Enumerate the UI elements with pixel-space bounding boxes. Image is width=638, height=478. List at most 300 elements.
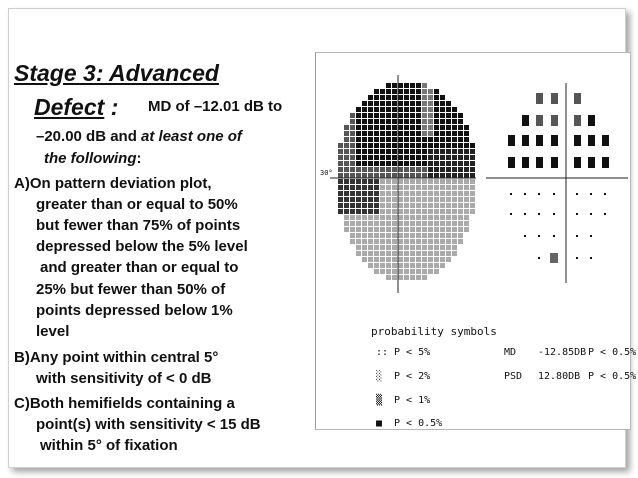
grayscale-cell xyxy=(452,239,457,244)
grayscale-cell xyxy=(404,101,409,106)
grayscale-cell xyxy=(356,107,361,112)
grayscale-cell xyxy=(404,275,409,280)
grayscale-cell xyxy=(470,179,475,184)
grayscale-cell xyxy=(422,275,427,280)
grayscale-cell xyxy=(416,173,421,178)
grayscale-cell xyxy=(446,251,451,256)
grayscale-cell xyxy=(338,203,343,208)
grayscale-cell xyxy=(380,173,385,178)
grayscale-cell xyxy=(422,203,427,208)
grayscale-cell xyxy=(464,215,469,220)
grayscale-cell xyxy=(410,209,415,214)
pd-symbol xyxy=(588,135,595,146)
pd-symbol xyxy=(536,115,543,126)
grayscale-cell xyxy=(416,221,421,226)
grayscale-cell xyxy=(386,275,391,280)
grayscale-cell xyxy=(380,125,385,130)
grayscale-cell xyxy=(470,191,475,196)
grayscale-cell xyxy=(434,209,439,214)
grayscale-cell xyxy=(410,251,415,256)
axis-label-30: 30° xyxy=(320,169,333,177)
grayscale-cell xyxy=(374,197,379,202)
grayscale-cell xyxy=(410,227,415,232)
grayscale-cell xyxy=(338,167,343,172)
grayscale-cell xyxy=(440,149,445,154)
grayscale-cell xyxy=(356,173,361,178)
grayscale-cell xyxy=(380,89,385,94)
grayscale-cell xyxy=(446,107,451,112)
grayscale-cell xyxy=(404,155,409,160)
grayscale-cell xyxy=(428,233,433,238)
grayscale-cell xyxy=(362,209,367,214)
grayscale-cell xyxy=(380,191,385,196)
grayscale-cell xyxy=(410,269,415,274)
grayscale-cell xyxy=(404,233,409,238)
grayscale-cell xyxy=(464,221,469,226)
grayscale-cell xyxy=(356,185,361,190)
grayscale-cell xyxy=(398,251,403,256)
grayscale-cell xyxy=(410,215,415,220)
grayscale-cell xyxy=(392,191,397,196)
pd-dot xyxy=(524,213,526,215)
grayscale-cell xyxy=(380,167,385,172)
grayscale-cell xyxy=(458,233,463,238)
grayscale-cell xyxy=(368,113,373,118)
grayscale-cell xyxy=(386,137,391,142)
grayscale-cell xyxy=(458,197,463,202)
pd-dot xyxy=(576,193,578,195)
grayscale-cell xyxy=(434,173,439,178)
grayscale-cell xyxy=(392,257,397,262)
grayscale-cell xyxy=(362,137,367,142)
grayscale-cell xyxy=(452,131,457,136)
grayscale-cell xyxy=(380,95,385,100)
grayscale-cell xyxy=(446,149,451,154)
grayscale-cell xyxy=(458,191,463,196)
grayscale-cell xyxy=(356,233,361,238)
pd-dot xyxy=(590,257,592,259)
grayscale-cell xyxy=(392,137,397,142)
grayscale-cell xyxy=(422,143,427,148)
grayscale-cell xyxy=(338,185,343,190)
grayscale-cell xyxy=(374,221,379,226)
grayscale-cell xyxy=(428,179,433,184)
grayscale-cell xyxy=(404,149,409,154)
grayscale-cell xyxy=(344,185,349,190)
slide-title-line2: Defect : xyxy=(34,94,119,120)
grayscale-cell xyxy=(434,251,439,256)
grayscale-cell xyxy=(350,203,355,208)
grayscale-cell xyxy=(374,227,379,232)
grayscale-cell xyxy=(392,215,397,220)
grayscale-cell xyxy=(386,155,391,160)
grayscale-cell xyxy=(464,197,469,202)
grayscale-cell xyxy=(422,149,427,154)
grayscale-cell xyxy=(398,275,403,280)
grayscale-cell xyxy=(392,245,397,250)
grayscale-cell xyxy=(422,185,427,190)
pd-symbol xyxy=(522,157,529,168)
grayscale-cell xyxy=(422,263,427,268)
visual-field-plot xyxy=(316,53,637,429)
prob-symbol: ░ xyxy=(376,371,383,382)
pd-symbol xyxy=(551,135,558,146)
grayscale-cell xyxy=(386,197,391,202)
grayscale-cell xyxy=(356,209,361,214)
grayscale-cell xyxy=(428,89,433,94)
grayscale-cell xyxy=(428,185,433,190)
grayscale-cell xyxy=(362,125,367,130)
grayscale-cell xyxy=(458,173,463,178)
grayscale-cell xyxy=(404,131,409,136)
grayscale-cell xyxy=(458,155,463,160)
grayscale-cell xyxy=(428,215,433,220)
grayscale-cell xyxy=(416,239,421,244)
grayscale-cell xyxy=(446,191,451,196)
grayscale-cell xyxy=(368,251,373,256)
grayscale-cell xyxy=(344,221,349,226)
grayscale-cell xyxy=(458,203,463,208)
grayscale-cell xyxy=(380,209,385,214)
pd-symbol xyxy=(574,135,581,146)
grayscale-cell xyxy=(356,161,361,166)
pd-symbol xyxy=(602,135,609,146)
grayscale-cell xyxy=(446,233,451,238)
grayscale-cell xyxy=(434,245,439,250)
grayscale-cell xyxy=(362,185,367,190)
grayscale-cell xyxy=(470,197,475,202)
grayscale-cell xyxy=(464,191,469,196)
grayscale-cell xyxy=(356,167,361,172)
grayscale-cell xyxy=(374,137,379,142)
grayscale-cell xyxy=(428,221,433,226)
grayscale-cell xyxy=(356,143,361,148)
grayscale-cell xyxy=(356,131,361,136)
grayscale-cell xyxy=(374,203,379,208)
grayscale-cell xyxy=(380,155,385,160)
grayscale-cell xyxy=(416,197,421,202)
grayscale-cell xyxy=(362,251,367,256)
grayscale-cell xyxy=(362,155,367,160)
grayscale-cell xyxy=(446,125,451,130)
criteria-line: –20.00 dB and at least one of xyxy=(36,128,242,145)
grayscale-cell xyxy=(398,191,403,196)
global-indices xyxy=(504,347,636,382)
grayscale-cell xyxy=(380,233,385,238)
psd-value: 12.80DB xyxy=(538,371,581,382)
grayscale-cell xyxy=(362,227,367,232)
grayscale-cell xyxy=(440,179,445,184)
grayscale-cell xyxy=(428,131,433,136)
grayscale-cell xyxy=(440,125,445,130)
grayscale-cell xyxy=(428,149,433,154)
grayscale-cell xyxy=(368,179,373,184)
grayscale-cell xyxy=(374,161,379,166)
grayscale-cell xyxy=(398,173,403,178)
grayscale-cell xyxy=(416,251,421,256)
grayscale-cell xyxy=(380,113,385,118)
grayscale-cell xyxy=(404,197,409,202)
grayscale-cell xyxy=(452,173,457,178)
grayscale-cell xyxy=(452,179,457,184)
grayscale-cell xyxy=(428,227,433,232)
grayscale-cell xyxy=(416,245,421,250)
pd-dot xyxy=(576,257,578,259)
grayscale-cell xyxy=(428,197,433,202)
pd-symbol xyxy=(550,253,558,263)
pd-symbol xyxy=(551,115,558,126)
grayscale-cell xyxy=(392,173,397,178)
grayscale-cell xyxy=(392,89,397,94)
grayscale-cell xyxy=(350,221,355,226)
criteria-line: C)Both hemifields containing a xyxy=(14,395,235,412)
grayscale-cell xyxy=(446,203,451,208)
pd-dot xyxy=(553,193,555,195)
grayscale-cell xyxy=(374,191,379,196)
grayscale-cell xyxy=(434,149,439,154)
grayscale-cell xyxy=(398,269,403,274)
grayscale-cell xyxy=(404,215,409,220)
grayscale-cell xyxy=(392,251,397,256)
grayscale-cell xyxy=(374,209,379,214)
grayscale-cell xyxy=(416,107,421,112)
grayscale-cell xyxy=(422,209,427,214)
grayscale-cell xyxy=(440,155,445,160)
grayscale-cell xyxy=(386,95,391,100)
grayscale-cell xyxy=(422,95,427,100)
grayscale-cell xyxy=(452,227,457,232)
grayscale-cell xyxy=(356,197,361,202)
grayscale-cell xyxy=(362,239,367,244)
grayscale-cell xyxy=(428,251,433,256)
grayscale-cell xyxy=(350,173,355,178)
grayscale-cell xyxy=(380,143,385,148)
probability-legend xyxy=(376,347,442,429)
grayscale-cell xyxy=(398,119,403,124)
grayscale-cell xyxy=(416,275,421,280)
grayscale-cell xyxy=(386,215,391,220)
grayscale-cell xyxy=(374,113,379,118)
grayscale-cell xyxy=(386,113,391,118)
grayscale-cell xyxy=(446,131,451,136)
grayscale-cell xyxy=(464,149,469,154)
pattern-deviation-plot xyxy=(486,83,628,283)
grayscale-cell xyxy=(428,119,433,124)
grayscale-cell xyxy=(386,143,391,148)
grayscale-cell xyxy=(452,209,457,214)
grayscale-cell xyxy=(422,125,427,130)
grayscale-cell xyxy=(428,191,433,196)
grayscale-cell xyxy=(356,149,361,154)
grayscale-cell xyxy=(374,263,379,268)
grayscale-cell xyxy=(410,197,415,202)
grayscale-cell xyxy=(440,167,445,172)
grayscale-cell xyxy=(386,251,391,256)
grayscale-cell xyxy=(434,137,439,142)
grayscale-cell xyxy=(446,167,451,172)
grayscale-cell xyxy=(416,263,421,268)
pd-dot xyxy=(590,235,592,237)
grayscale-cell xyxy=(386,119,391,124)
grayscale-cell xyxy=(416,227,421,232)
pd-symbol xyxy=(551,93,558,104)
pd-symbol xyxy=(536,157,543,168)
grayscale-cell xyxy=(398,167,403,172)
grayscale-cell xyxy=(368,227,373,232)
grayscale-cell xyxy=(440,191,445,196)
grayscale-map xyxy=(338,83,475,280)
grayscale-cell xyxy=(380,263,385,268)
grayscale-cell xyxy=(410,125,415,130)
grayscale-cell xyxy=(458,215,463,220)
grayscale-cell xyxy=(434,203,439,208)
grayscale-cell xyxy=(386,107,391,112)
grayscale-cell xyxy=(392,239,397,244)
grayscale-cell xyxy=(368,161,373,166)
grayscale-cell xyxy=(458,119,463,124)
grayscale-cell xyxy=(428,95,433,100)
grayscale-cell xyxy=(458,167,463,172)
grayscale-cell xyxy=(392,185,397,190)
grayscale-cell xyxy=(392,119,397,124)
grayscale-cell xyxy=(440,185,445,190)
grayscale-cell xyxy=(440,257,445,262)
grayscale-cell xyxy=(416,137,421,142)
grayscale-cell xyxy=(434,191,439,196)
grayscale-cell xyxy=(356,227,361,232)
grayscale-cell xyxy=(404,209,409,214)
grayscale-cell xyxy=(404,239,409,244)
grayscale-cell xyxy=(368,143,373,148)
grayscale-cell xyxy=(374,149,379,154)
pd-dot xyxy=(509,135,513,139)
grayscale-cell xyxy=(344,137,349,142)
grayscale-cell xyxy=(422,155,427,160)
grayscale-cell xyxy=(422,251,427,256)
grayscale-cell xyxy=(386,83,391,88)
grayscale-cell xyxy=(368,155,373,160)
visual-field-figure xyxy=(315,52,637,430)
grayscale-cell xyxy=(362,257,367,262)
grayscale-cell xyxy=(398,179,403,184)
grayscale-cell xyxy=(398,263,403,268)
grayscale-cell xyxy=(338,149,343,154)
grayscale-cell xyxy=(440,263,445,268)
grayscale-cell xyxy=(350,125,355,130)
grayscale-cell xyxy=(428,257,433,262)
grayscale-cell xyxy=(350,137,355,142)
pd-symbol xyxy=(536,93,543,104)
grayscale-cell xyxy=(452,155,457,160)
grayscale-cell xyxy=(440,101,445,106)
grayscale-cell xyxy=(428,269,433,274)
pd-dot xyxy=(524,193,526,195)
grayscale-cell xyxy=(416,191,421,196)
grayscale-cell xyxy=(404,137,409,142)
grayscale-cell xyxy=(452,107,457,112)
grayscale-cell xyxy=(344,149,349,154)
grayscale-cell xyxy=(416,203,421,208)
grayscale-cell xyxy=(374,119,379,124)
pd-dot xyxy=(510,213,512,215)
grayscale-cell xyxy=(416,131,421,136)
grayscale-cell xyxy=(350,209,355,214)
grayscale-cell xyxy=(410,89,415,94)
grayscale-cell xyxy=(464,155,469,160)
grayscale-cell xyxy=(434,131,439,136)
grayscale-cell xyxy=(368,209,373,214)
grayscale-cell xyxy=(416,125,421,130)
grayscale-cell xyxy=(350,197,355,202)
grayscale-cell xyxy=(416,155,421,160)
grayscale-cell xyxy=(428,167,433,172)
grayscale-cell xyxy=(410,221,415,226)
grayscale-cell xyxy=(386,131,391,136)
grayscale-cell xyxy=(422,191,427,196)
grayscale-cell xyxy=(344,215,349,220)
grayscale-cell xyxy=(398,227,403,232)
grayscale-cell xyxy=(404,167,409,172)
grayscale-cell xyxy=(398,203,403,208)
grayscale-cell xyxy=(386,185,391,190)
grayscale-cell xyxy=(416,167,421,172)
grayscale-cell xyxy=(350,233,355,238)
grayscale-cell xyxy=(398,161,403,166)
grayscale-cell xyxy=(458,185,463,190)
grayscale-cell xyxy=(404,125,409,130)
pd-symbol xyxy=(588,157,595,168)
grayscale-cell xyxy=(422,137,427,142)
slide-title: Stage 3: Advanced xyxy=(14,60,219,86)
grayscale-cell xyxy=(374,131,379,136)
grayscale-cell xyxy=(338,191,343,196)
grayscale-cell xyxy=(368,173,373,178)
pd-symbol xyxy=(508,157,515,168)
grayscale-cell xyxy=(434,221,439,226)
grayscale-cell xyxy=(392,101,397,106)
prob-symbol: :: xyxy=(376,347,389,358)
grayscale-cell xyxy=(440,113,445,118)
grayscale-cell xyxy=(410,137,415,142)
grayscale-cell xyxy=(422,257,427,262)
grayscale-cell xyxy=(410,233,415,238)
grayscale-cell xyxy=(458,113,463,118)
grayscale-cell xyxy=(398,83,403,88)
grayscale-cell xyxy=(368,107,373,112)
grayscale-cell xyxy=(404,161,409,166)
grayscale-cell xyxy=(458,221,463,226)
grayscale-cell xyxy=(362,113,367,118)
grayscale-cell xyxy=(458,179,463,184)
grayscale-cell xyxy=(380,203,385,208)
grayscale-cell xyxy=(356,125,361,130)
grayscale-cell xyxy=(428,137,433,142)
pd-symbol xyxy=(574,115,581,126)
grayscale-cell xyxy=(398,137,403,142)
grayscale-cell xyxy=(410,275,415,280)
pd-symbol xyxy=(536,135,543,146)
grayscale-cell xyxy=(446,257,451,262)
grayscale-cell xyxy=(386,227,391,232)
grayscale-cell xyxy=(368,137,373,142)
grayscale-cell xyxy=(356,113,361,118)
grayscale-cell xyxy=(470,143,475,148)
grayscale-cell xyxy=(464,179,469,184)
grayscale-cell xyxy=(422,131,427,136)
grayscale-cell xyxy=(386,257,391,262)
grayscale-cell xyxy=(350,131,355,136)
grayscale-cell xyxy=(356,251,361,256)
